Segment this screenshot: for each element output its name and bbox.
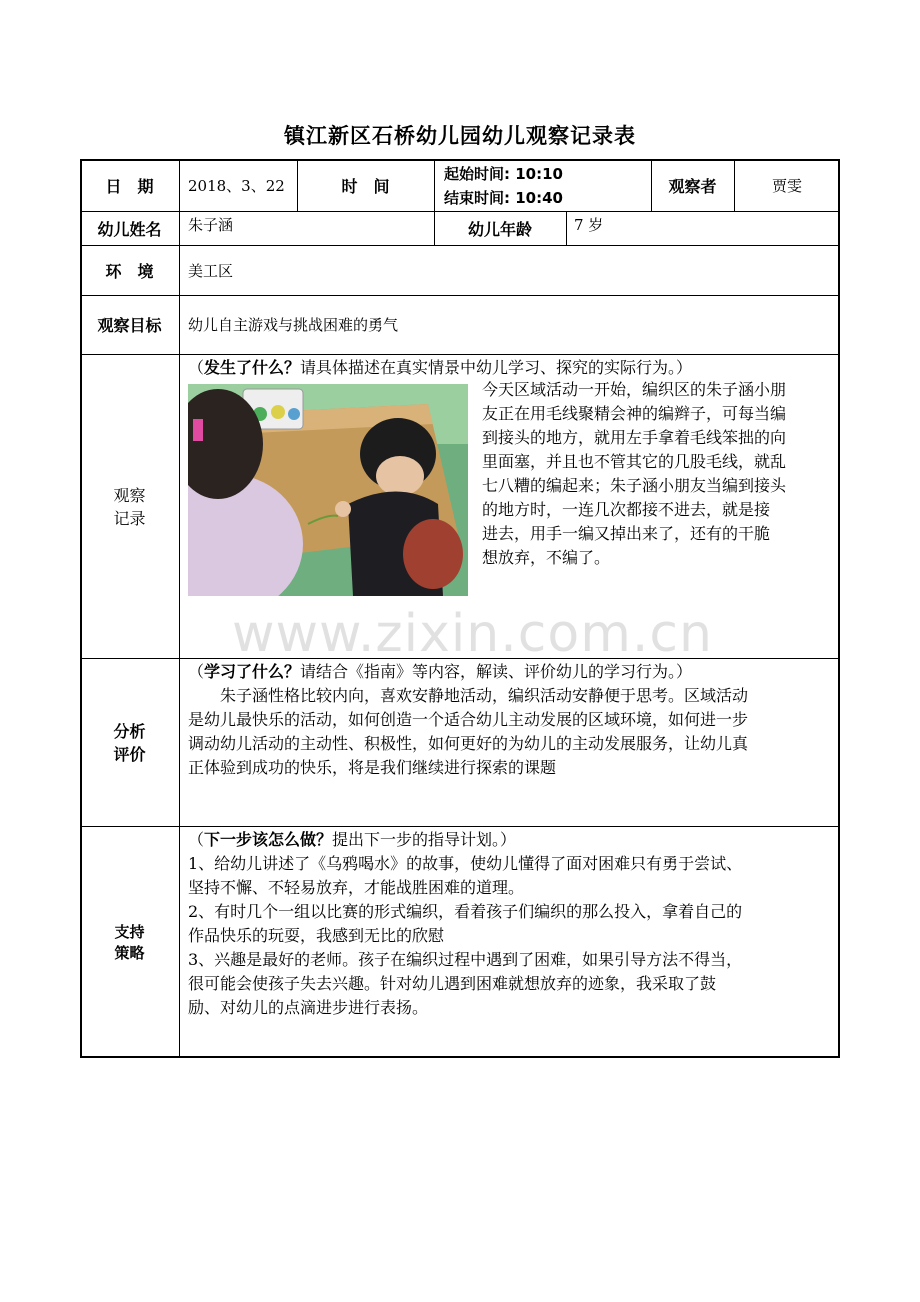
text-line: 朱子涵性格比较内向，喜欢安静地活动，编织活动安静便于思考。区域活动	[188, 686, 749, 705]
support-content	[188, 828, 838, 1020]
prompt-strong: 下一步该怎么做？	[204, 830, 333, 849]
children-weaving-photo	[188, 384, 468, 596]
text-line: 2、有时几个一组以比赛的形式编织，看着孩子们编织的那么投入，拿着自己的	[188, 902, 743, 921]
text-line: 1、给幼儿讲述了《乌鸦喝水》的故事，使幼儿懂得了面对困难只有勇于尝试、	[188, 854, 743, 873]
observer-label: 观察者	[668, 176, 717, 196]
prompt-strong: 发生了什么？	[204, 358, 301, 377]
observation-prompt	[188, 356, 838, 380]
column-divider	[179, 159, 180, 1058]
text-line: 到接头的地方，就用左手拿着毛线笨拙的向	[482, 428, 787, 447]
text-line: 进去，用手一编又掉出来了，还有的干脆	[482, 524, 771, 543]
prompt-open: （	[188, 662, 205, 681]
text-line: 正体验到成功的快乐，将是我们继续进行探索的课题	[188, 758, 557, 777]
text-line: 作品快乐的玩耍，我感到无比的欣慰	[188, 926, 445, 945]
text-line: 是幼儿最快乐的活动，如何创造一个适合幼儿主动发展的区域环境，如何进一步	[188, 710, 749, 729]
text-line: 励、对幼儿的点滴进步进行表扬。	[188, 998, 429, 1017]
text-line: 七八糟的编起来；朱子涵小朋友当编到接头	[482, 476, 787, 495]
observation-photo	[188, 384, 468, 596]
support-prompt	[188, 828, 838, 852]
prompt-open: （	[188, 830, 205, 849]
text-line: 里面塞，并且也不管其它的几股毛线，就乱	[482, 452, 787, 471]
label-line: 观察	[113, 486, 146, 505]
row-divider	[80, 354, 840, 355]
analysis-prompt	[188, 660, 838, 684]
column-divider	[566, 211, 567, 245]
text-line: 很可能会使孩子失去兴趣。针对幼儿遇到困难就想放弃的迹象，我采取了鼓	[188, 974, 717, 993]
page-title: 镇江新区石桥幼儿园幼儿观察记录表	[284, 124, 636, 148]
observation-record-label	[80, 354, 179, 658]
environment-value: 美工区	[188, 261, 234, 280]
prompt-rest: 请具体描述在真实情景中幼儿学习、探究的实际行为。）	[300, 358, 693, 377]
label-line: 策略	[114, 944, 145, 962]
text-line: 调动幼儿活动的主动性、积极性，如何更好的为幼儿的主动发展服务，让幼儿真	[188, 734, 749, 753]
child-name-label: 幼儿姓名	[97, 219, 162, 239]
support-label	[80, 826, 179, 1058]
prompt-rest: 提出下一步的指导计划。）	[332, 830, 517, 849]
row-divider	[80, 826, 840, 827]
label-line: 评价	[113, 745, 146, 764]
analysis-label	[80, 658, 179, 826]
child-name-value: 朱子涵	[188, 215, 234, 234]
observation-goal-label: 观察目标	[97, 316, 162, 335]
start-time: 起始时间: 10:10	[444, 165, 563, 183]
label-line: 记录	[113, 509, 146, 528]
prompt-rest: 请结合《指南》等内容，解读、评价幼儿的学习行为。）	[300, 662, 693, 681]
prompt-strong: 学习了什么？	[204, 662, 301, 681]
date-label: 日 期	[105, 176, 154, 196]
observer-value: 贾雯	[771, 176, 802, 195]
label-line: 支持	[114, 923, 145, 941]
text-line: 今天区域活动一开始，编织区的朱子涵小朋	[482, 380, 787, 399]
child-age-label: 幼儿年龄	[467, 219, 532, 239]
end-time: 结束时间: 10:40	[444, 189, 563, 207]
text-line: 3、兴趣是最好的老师。孩子在编织过程中遇到了困难，如果引导方法不得当，	[188, 950, 743, 969]
watermark: www.zixin.com.cn	[232, 604, 713, 664]
environment-label: 环 境	[105, 261, 154, 281]
label-line: 分析	[113, 722, 146, 741]
analysis-content	[188, 660, 838, 780]
date-value: 2018、3、22	[188, 176, 285, 195]
text-line: 想放弃，不编了。	[482, 548, 611, 567]
text-line: 的地方时，一连几次都接不进去，就是接	[482, 500, 771, 519]
text-line: 友正在用毛线聚精会神的编辫子，可每当编	[482, 404, 787, 423]
text-line: 坚持不懈、不轻易放弃，才能战胜困难的道理。	[188, 878, 525, 897]
child-age-value: 7 岁	[574, 215, 604, 234]
observation-text	[482, 378, 837, 570]
time-label: 时 间	[341, 176, 390, 196]
observation-goal-value: 幼儿自主游戏与挑战困难的勇气	[188, 316, 399, 334]
prompt-open: （	[188, 358, 205, 377]
